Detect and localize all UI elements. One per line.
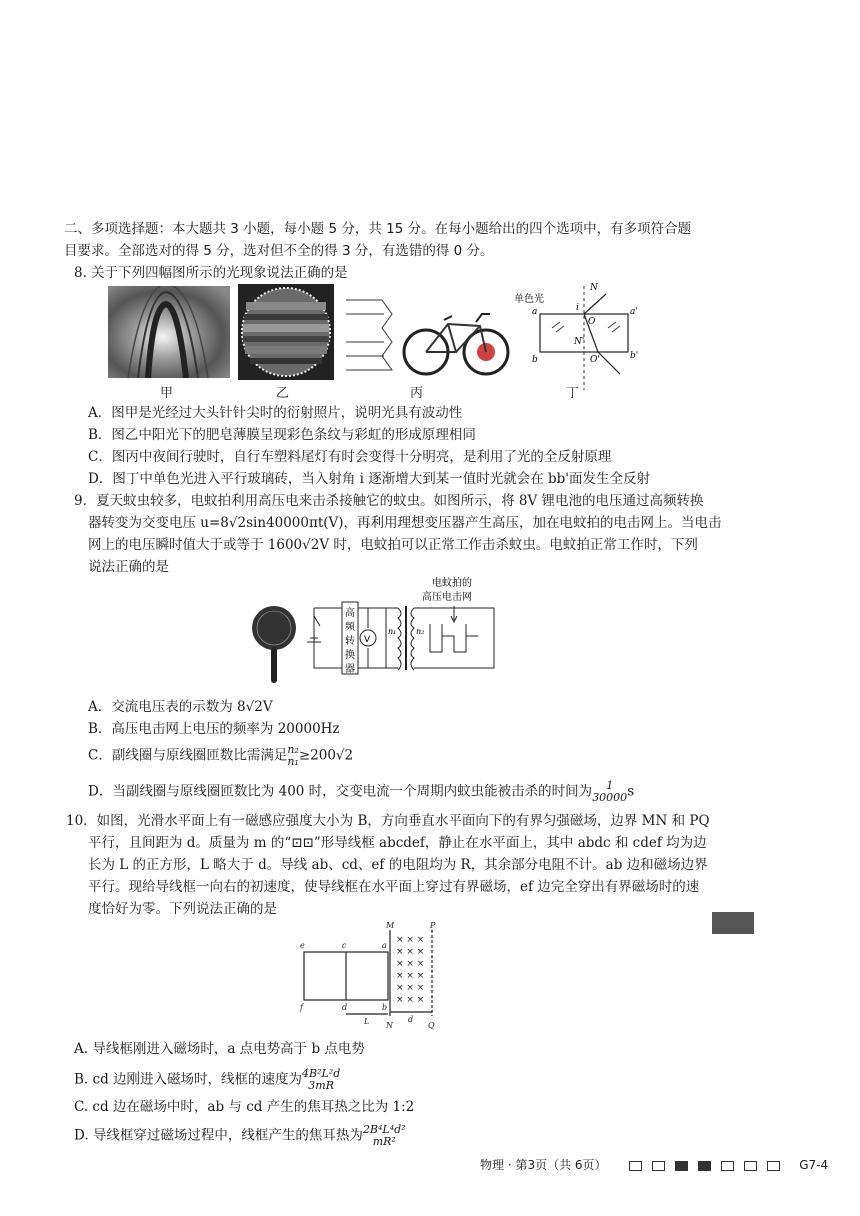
q9-option-c-tail: ≥200√2 — [298, 747, 354, 764]
section-header-line1: 二、多项选择题：本大题共 3 小题，每小题 5 分，共 15 分。在每小题给出的四个选项中，有多项符合题 — [64, 221, 692, 237]
caption-ding: 丁 — [566, 386, 580, 401]
converter-char-1: 高 — [345, 608, 355, 619]
converter-char-2: 频 — [345, 622, 355, 633]
fig-title-line2: 高压电击网 — [422, 592, 472, 603]
q10-stem-line1: 10．如图，光滑水平面上有一磁感应强度大小为 B，方向垂直水平面向下的有界匀强磁场，边界 MN 和 PQ — [66, 813, 710, 829]
fig-mosquito-racket-circuit — [246, 576, 506, 686]
q10-option-d — [74, 1124, 406, 1148]
q10-option-c: C. cd 边在磁场中时，ab 与 cd 产生的焦耳热之比为 1:2 — [74, 1099, 415, 1115]
converter-char-5: 器 — [345, 664, 355, 675]
q8-option-a: A．图甲是光经过大头针针尖时的衍射照片，说明光具有波动性 — [88, 405, 463, 421]
voltmeter-label: V — [364, 635, 371, 645]
label-n1: n₁ — [388, 627, 397, 636]
svg-text:× × ×: × × × — [396, 983, 425, 993]
label-b: b — [382, 1003, 388, 1012]
footer-page-info: 物理 · 第3页（共 6页） — [480, 1158, 607, 1172]
q10-option-d-text: D. 导线框穿过磁场过程中，线框产生的焦耳热为 — [74, 1127, 363, 1144]
footer-box — [675, 1161, 688, 1171]
svg-text:× × ×: × × × — [396, 959, 425, 969]
footer-box — [698, 1161, 711, 1171]
q10-option-b-text: B. cd 边刚进入磁场时，线框的速度为 — [74, 1071, 302, 1088]
label-O-prime: O' — [590, 355, 600, 365]
svg-text:× × ×: × × × — [396, 947, 425, 957]
label-a: a — [532, 307, 538, 317]
fig-title-line1: 电蚊拍的 — [432, 578, 472, 589]
footer-box — [652, 1161, 665, 1171]
q8-option-b: B．图乙中阳光下的肥皂薄膜呈现彩色条纹与彩虹的形成原理相同 — [88, 427, 476, 443]
side-tab-marker — [712, 912, 754, 934]
label-d: d — [342, 1003, 348, 1012]
label-N: N — [386, 1021, 393, 1030]
fig-diffraction-image — [108, 286, 230, 378]
label-d-width: d — [408, 1015, 414, 1024]
label-N-prime: N' — [574, 337, 585, 347]
footer-box — [744, 1161, 757, 1171]
label-n2: n₂ — [416, 627, 425, 636]
label-M: M — [386, 921, 395, 930]
svg-text:× × ×: × × × — [396, 995, 425, 1005]
q8-stem: 8. 关于下列四幅图所示的光现象说法正确的是 — [74, 265, 348, 281]
label-e: e — [300, 941, 305, 950]
label-N: N — [590, 283, 598, 293]
label-c: c — [342, 941, 347, 950]
label-i: i — [576, 303, 579, 313]
q8-option-d: D．图丁中单色光进入平行玻璃砖，当入射角 i 逐渐增大到某一值时光就会在 bb'面发生全反射 — [88, 471, 651, 487]
footer-box — [721, 1161, 734, 1171]
label-b: b — [532, 355, 538, 365]
footer-box — [767, 1161, 780, 1171]
q10-stem-line5: 度恰好为零。下列说法正确的是 — [88, 901, 277, 917]
fig-glass-block — [512, 282, 642, 392]
q10-option-b — [74, 1068, 340, 1092]
q9-option-d — [88, 780, 634, 804]
footer-code: G7-4 — [799, 1158, 829, 1172]
label-L: L — [364, 1017, 370, 1026]
page-footer — [480, 1156, 828, 1173]
q10-stem-line4: 平行。现给导线框一向右的初速度，使导线框在水平面上穿过有界磁场，ef 边完全穿出有界磁场时的速 — [88, 879, 700, 895]
label-a-prime: a' — [630, 307, 638, 317]
q10-option-b-fraction: 4B²L²d 3mR — [302, 1067, 341, 1092]
label-b-prime: b' — [630, 351, 639, 361]
footer-box — [629, 1161, 642, 1171]
svg-text:× × ×: × × × — [396, 971, 425, 981]
label-f: f — [300, 1003, 303, 1012]
converter-char-4: 换 — [345, 650, 355, 661]
q9-option-b: B．高压电击网上电压的频率为 20000Hz — [88, 721, 340, 737]
q9-option-d-unit: s — [627, 783, 635, 800]
q9-stem-line4: 说法正确的是 — [88, 559, 169, 575]
footer-boxes — [624, 1158, 785, 1172]
q10-option-d-fraction: 2B⁴L⁴d² mR² — [362, 1123, 406, 1148]
section-header-line2: 目要求。全部选对的得 5 分，选对但不全的得 3 分，有选错的得 0 分。 — [64, 243, 494, 259]
label-monochromatic-light: 单色光 — [514, 294, 544, 305]
fig-reflector-bicycle — [344, 296, 510, 378]
q10-stem-line2: 平行，且间距为 d。质量为 m 的“⊡⊡”形导线框 abcdef，静止在水平面上，其中 abdc 和 cdef 均为边 — [88, 835, 707, 851]
caption-yi: 乙 — [276, 386, 290, 401]
q9-option-a: A．交流电压表的示数为 8√2V — [88, 699, 273, 715]
q9-option-d-text: D．当副线圈与原线圈匝数比为 400 时，交变电流一个周期内蚊虫能被击杀的时间为 — [88, 783, 593, 800]
fig-soap-film-image — [238, 284, 334, 380]
q10-option-a: A. 导线框刚进入磁场时，a 点电势高于 b 点电势 — [74, 1041, 365, 1057]
q9-stem-line2: 器转变为交变电压 u=8√2sin40000πt(V)，再利用理想变压器产生高压，加在电蚊拍的电击网上。当电击 — [88, 515, 722, 531]
svg-text:× × ×: × × × — [396, 935, 425, 945]
label-P: P — [430, 921, 436, 930]
q9-option-c — [88, 744, 353, 768]
caption-jia: 甲 — [160, 386, 174, 401]
label-a: a — [382, 941, 387, 950]
fig-wire-frame-magnetic-field — [296, 920, 446, 1034]
converter-char-3: 转 — [345, 636, 355, 647]
q9-option-c-fraction: n₂ n₁ — [287, 743, 299, 768]
q9-option-c-text: C．副线圈与原线圈匝数比需满足 — [88, 747, 288, 764]
caption-bing: 丙 — [410, 386, 424, 401]
q9-stem-line3: 网上的电压瞬时值大于或等于 1600√2V 时，电蚊拍可以正常工作击杀蚊虫。电蚊拍正常工作时，下列 — [88, 537, 698, 553]
q8-option-c: C．图丙中夜间行驶时，自行车塑料尾灯有时会变得十分明亮，是利用了光的全反射原理 — [88, 449, 612, 465]
label-O: O — [588, 317, 596, 327]
q9-stem-line1: 9．夏天蚊虫较多，电蚊拍利用高压电来击杀接触它的蚊虫。如图所示，将 8V 锂电池的电压通过高频转换 — [74, 493, 704, 509]
label-Q: Q — [428, 1021, 435, 1030]
q9-option-d-fraction: 1 30000 — [592, 779, 628, 804]
q10-stem-line3: 长为 L 的正方形，L 略大于 d。导线 ab、cd、ef 的电阻均为 R，其余部分电阻不计。ab 边和磁场边界 — [88, 857, 708, 873]
